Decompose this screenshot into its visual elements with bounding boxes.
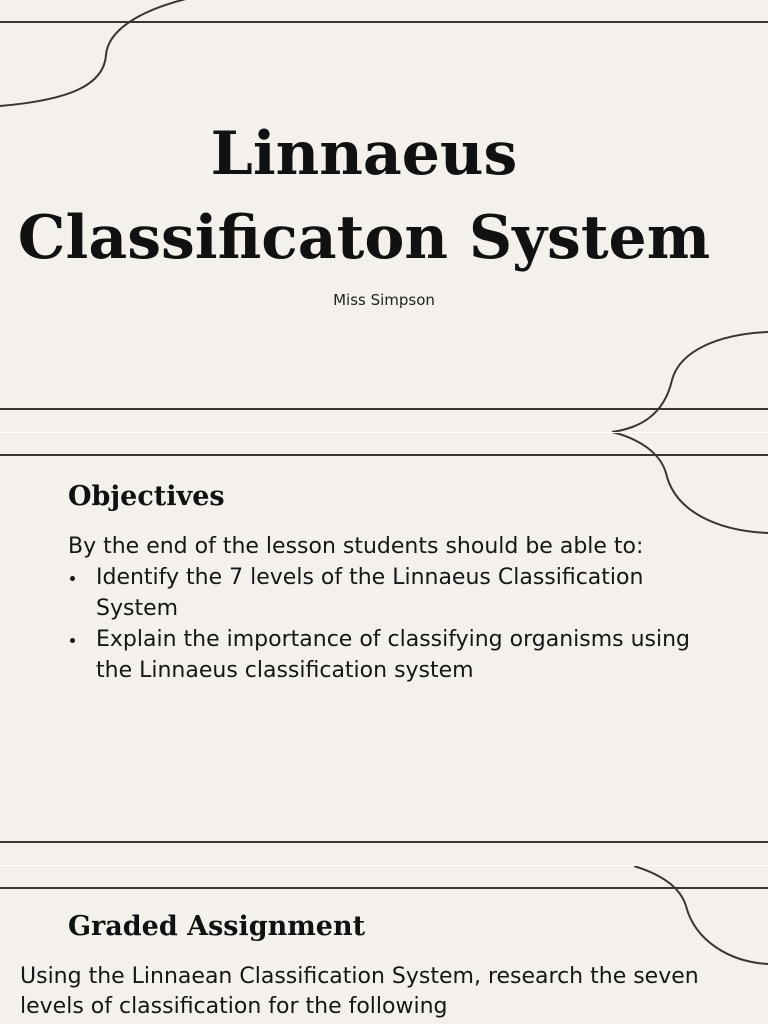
slide-title — [0, 112, 728, 280]
right-curve — [612, 332, 768, 432]
assignment-slide — [0, 866, 768, 1024]
objectives-body — [68, 531, 708, 686]
right-curve — [612, 433, 768, 533]
assignment-body: Using the Linnaean Classification System, research the seven levels of classification for the following — [20, 964, 699, 1019]
objectives-slide — [0, 433, 768, 865]
objectives-list — [68, 562, 708, 686]
objectives-intro: By the end of the lesson students should be able to: — [68, 534, 644, 559]
title-line-2: Classificaton System — [17, 203, 711, 273]
list-item: Identify the 7 levels of the Linnaeus Classification System — [96, 562, 708, 624]
title-line-1: Linnaeus — [210, 119, 518, 189]
title-slide — [0, 0, 768, 432]
assignment-heading: Graded Assignment — [68, 911, 366, 942]
top-left-curve — [0, 0, 190, 106]
right-curve — [634, 866, 768, 964]
objectives-heading: Objectives — [68, 481, 225, 512]
list-item: Explain the importance of classifying organisms using the Linnaeus classification system — [96, 624, 708, 686]
presenter-name: Miss Simpson — [333, 291, 435, 309]
